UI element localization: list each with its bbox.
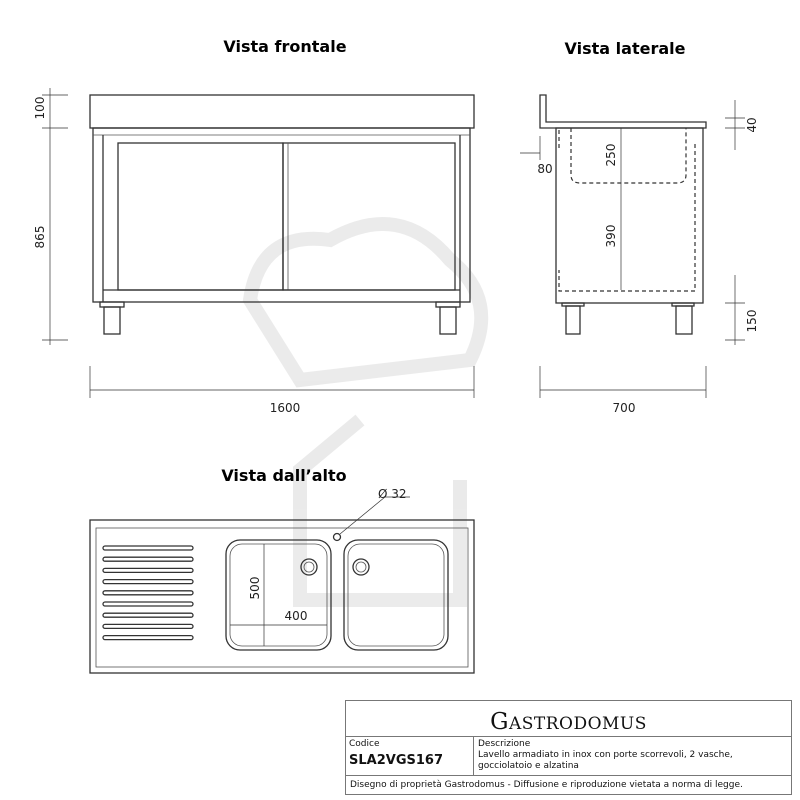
dim-bowl-width: 400 xyxy=(284,609,308,623)
drain-slot xyxy=(103,557,193,561)
copyright-notice: Disegno di proprietà Gastrodomus - Diffusione e riproduzione vietata a norma di legge. xyxy=(350,780,743,790)
dim-depth: 700 xyxy=(612,401,636,415)
dim-top-height: 100 xyxy=(33,96,47,120)
drain-slot xyxy=(103,568,193,572)
drain-slot xyxy=(103,624,193,628)
side-view-title: Vista laterale xyxy=(564,39,686,58)
code-label: Codice xyxy=(349,739,380,749)
product-description: Lavello armadiato in inox con porte scorrevoli, 2 vasche, gocciolatoio e alzatina xyxy=(478,750,733,771)
dim-hole-diameter: Ø 32 xyxy=(378,487,407,501)
dim-bowl-depth: 250 xyxy=(604,143,618,167)
drain-slot xyxy=(103,602,193,606)
drain-slot xyxy=(103,580,193,584)
front-view-title: Vista frontale xyxy=(223,37,347,56)
product-code: SLA2VGS167 xyxy=(349,753,443,768)
description-label: Descrizione xyxy=(478,739,531,749)
brand-logo xyxy=(346,701,791,737)
brand-initial: G xyxy=(490,709,509,735)
dim-body-height: 865 xyxy=(33,225,47,249)
dim-leg-height: 150 xyxy=(745,309,759,333)
side-view xyxy=(540,95,706,334)
drainboard-slots xyxy=(103,546,193,640)
front-view xyxy=(90,95,474,334)
top-view-title: Vista dall’alto xyxy=(221,466,347,485)
brand-name: ASTRODOMUS xyxy=(508,714,647,734)
top-dimensions xyxy=(230,487,410,646)
dim-under-bowl: 390 xyxy=(604,224,618,248)
title-block xyxy=(345,700,792,795)
drain-slot xyxy=(103,546,193,550)
dim-offset: 80 xyxy=(537,162,553,176)
dim-backsplash: 40 xyxy=(745,117,759,133)
drain-slot xyxy=(103,613,193,617)
drain-slot xyxy=(103,591,193,595)
dim-bowl-height: 500 xyxy=(248,576,262,600)
dim-width: 1600 xyxy=(269,401,301,415)
drain-slot xyxy=(103,636,193,640)
